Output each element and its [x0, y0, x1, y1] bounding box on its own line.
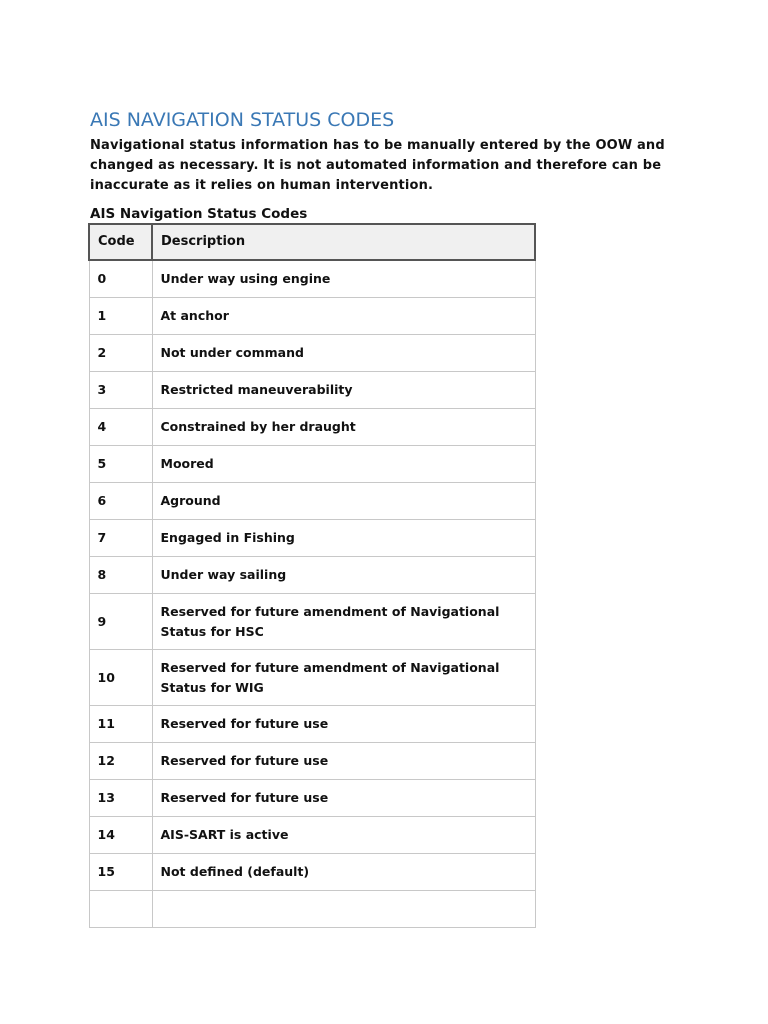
status-codes-table	[88, 223, 536, 928]
table-row	[89, 335, 535, 372]
code-cell: 9	[89, 594, 152, 650]
description-cell: Reserved for future use	[152, 706, 535, 743]
table-caption: AIS Navigation Status Codes	[90, 206, 308, 222]
table-row	[89, 520, 535, 557]
description-cell: Restricted maneuverability	[152, 372, 535, 409]
code-cell: 5	[89, 446, 152, 483]
document-page	[90, 106, 690, 222]
table-row	[89, 260, 535, 298]
code-cell: 15	[89, 854, 152, 891]
code-cell: 1	[89, 298, 152, 335]
table-row	[89, 780, 535, 817]
code-cell: 8	[89, 557, 152, 594]
table-row	[89, 409, 535, 446]
table-row	[89, 854, 535, 891]
table-row	[89, 446, 535, 483]
table-row	[89, 372, 535, 409]
table-row	[89, 298, 535, 335]
description-cell	[152, 891, 535, 928]
table-row	[89, 594, 535, 650]
code-cell: 11	[89, 706, 152, 743]
description-cell: Reserved for future amendment of Navigational Status for WIG	[152, 650, 535, 706]
code-column-header: Code	[89, 224, 152, 260]
code-cell: 6	[89, 483, 152, 520]
table-row	[89, 557, 535, 594]
intro-paragraph: Navigational status information has to be manually entered by the OOW and changed as necessary. It is not automated information and therefore can be inaccurate as it relies on human intervention.	[90, 138, 665, 193]
code-cell: 10	[89, 650, 152, 706]
description-cell: Not under command	[152, 335, 535, 372]
description-cell: AIS-SART is active	[152, 817, 535, 854]
description-cell: Constrained by her draught	[152, 409, 535, 446]
description-cell: At anchor	[152, 298, 535, 335]
table-header-row	[89, 224, 535, 260]
code-cell: 12	[89, 743, 152, 780]
description-cell: Reserved for future use	[152, 780, 535, 817]
code-cell: 14	[89, 817, 152, 854]
code-cell: 7	[89, 520, 152, 557]
table-row	[89, 483, 535, 520]
document-title: AIS NAVIGATION STATUS CODES	[90, 109, 395, 131]
code-cell: 0	[89, 260, 152, 298]
description-column-header: Description	[152, 224, 535, 260]
table-row	[89, 817, 535, 854]
description-cell: Engaged in Fishing	[152, 520, 535, 557]
code-cell: 13	[89, 780, 152, 817]
code-cell: 3	[89, 372, 152, 409]
description-cell: Moored	[152, 446, 535, 483]
code-cell: 4	[89, 409, 152, 446]
description-cell: Reserved for future amendment of Navigational Status for HSC	[152, 594, 535, 650]
table-row-empty	[89, 891, 535, 928]
description-cell: Under way sailing	[152, 557, 535, 594]
code-cell: 2	[89, 335, 152, 372]
table-row	[89, 706, 535, 743]
description-cell: Reserved for future use	[152, 743, 535, 780]
description-cell: Aground	[152, 483, 535, 520]
code-cell	[89, 891, 152, 928]
table-row	[89, 650, 535, 706]
description-cell: Not defined (default)	[152, 854, 535, 891]
description-cell: Under way using engine	[152, 260, 535, 298]
table-row	[89, 743, 535, 780]
